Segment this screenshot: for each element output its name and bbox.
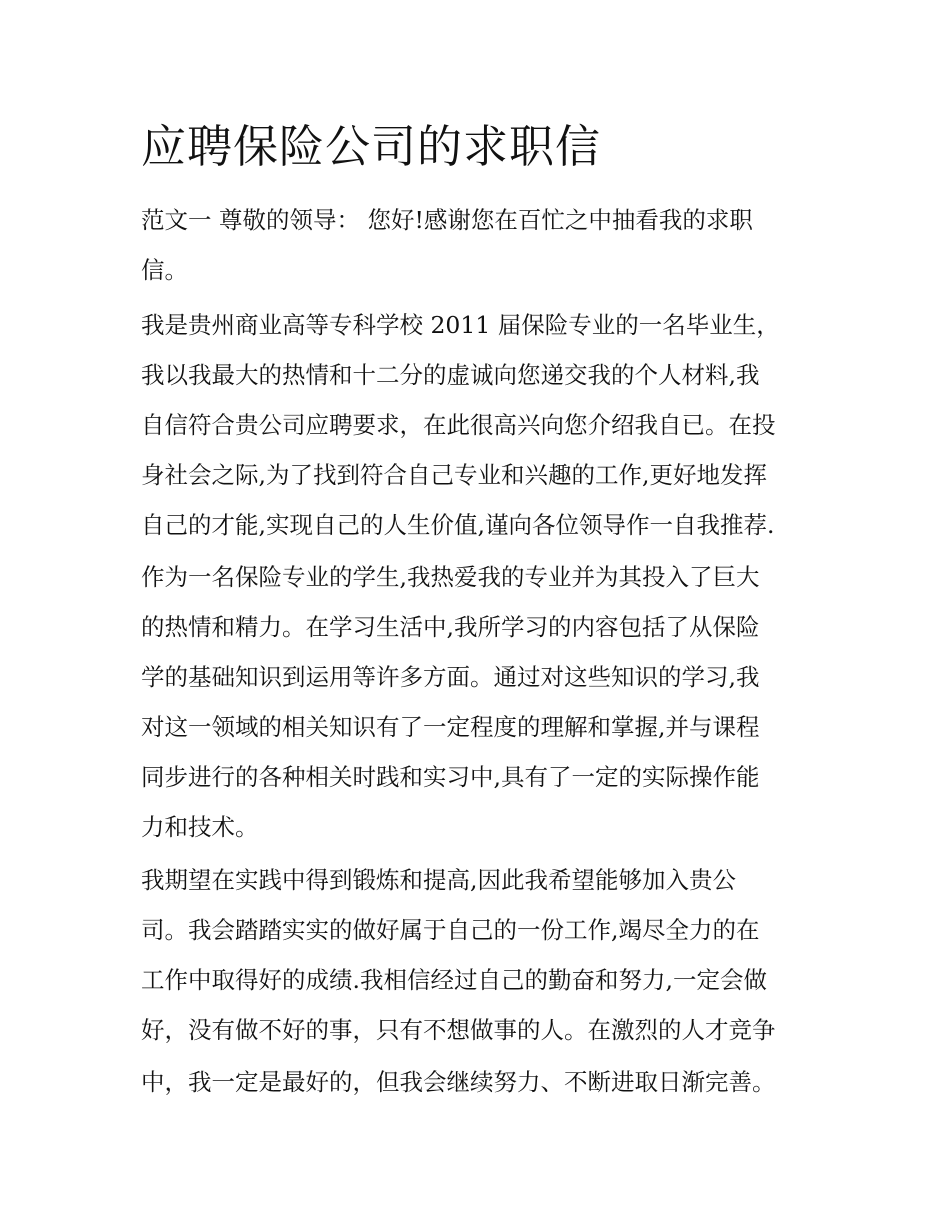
body-line: 范文一 尊敬的领导： 您好!感谢您在百忙之中抽看我的求职 — [141, 206, 753, 234]
body-line: 我以我最大的热情和十二分的虚诚向您递交我的个人材料,我 — [141, 361, 760, 389]
body-line: 我是贵州商业高等专科学校 2011 届保险专业的一名毕业生， — [141, 311, 780, 339]
body-line: 身社会之际,为了找到符合自己专业和兴趣的工作,更好地发挥 — [141, 461, 767, 489]
body-line: 学的基础知识到运用等许多方面。通过对这些知识的学习,我 — [141, 663, 760, 691]
body-line: 中，我一定是最好的，但我会继续努力、不断进取日渐完善。 — [141, 1068, 776, 1096]
body-line: 的热情和精力。在学习生活中,我所学习的内容包括了从保险 — [141, 613, 760, 641]
body-line: 作为一名保险专业的学生,我热爱我的专业并为其投入了巨大 — [141, 563, 760, 591]
body-line: 自信符合贵公司应聘要求，在此很高兴向您介绍我自已。在投 — [141, 411, 776, 439]
body-line: 同步进行的各种相关时践和实习中,具有了一定的实际操作能 — [141, 763, 760, 791]
document-title: 应聘保险公司的求职信 — [141, 120, 602, 173]
body-line: 我期望在实践中得到锻炼和提高,因此我希望能够加入贵公 — [141, 866, 736, 894]
body-line: 对这一领域的相关知识有了一定程度的理解和掌握,并与课程 — [141, 713, 760, 741]
body-line: 力和技术。 — [141, 813, 259, 841]
body-line: 司。我会踏踏实实的做好属于自己的一份工作,竭尽全力的在 — [141, 916, 760, 944]
body-line: 好，没有做不好的事，只有不想做事的人。在激烈的人才竞争 — [141, 1016, 776, 1044]
body-line: 自己的才能,实现自己的人生价值,谨向各位领导作一自我推荐. — [141, 511, 775, 539]
body-line: 工作中取得好的成绩.我相信经过自己的勤奋和努力,一定会做 — [141, 966, 767, 994]
body-line: 信。 — [141, 256, 188, 284]
